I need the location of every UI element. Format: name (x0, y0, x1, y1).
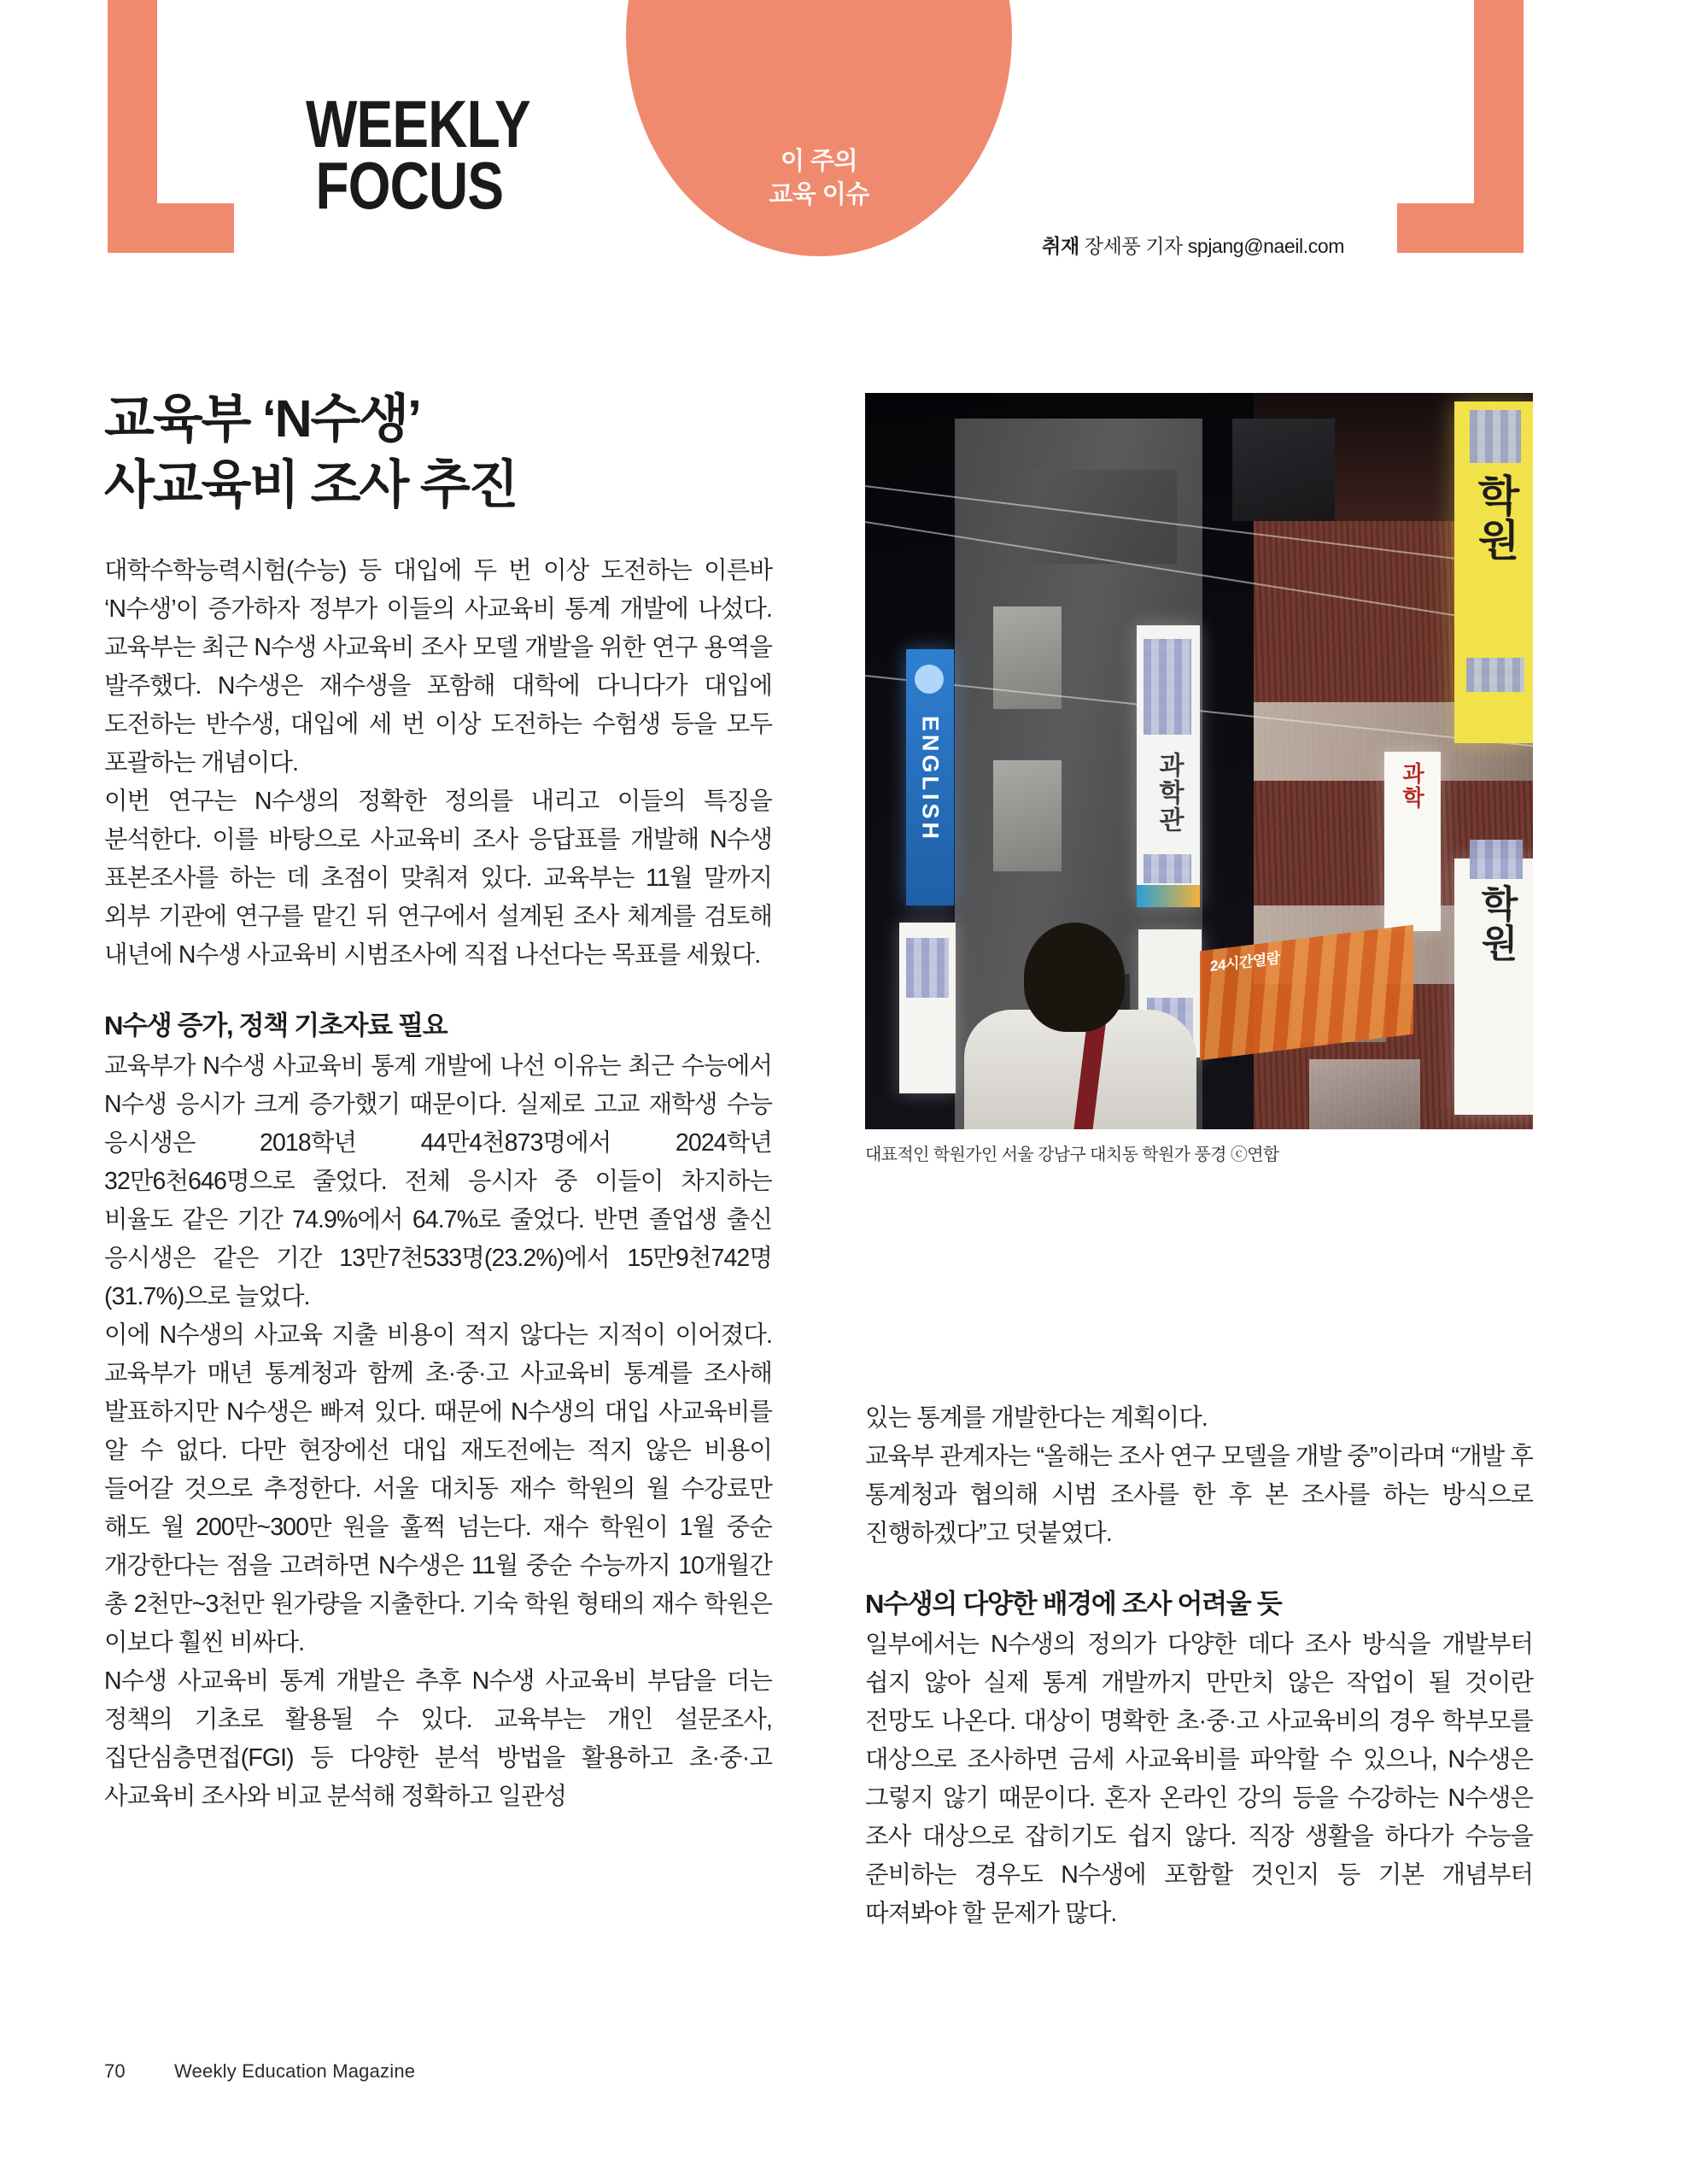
photo-sign-small-left (899, 923, 956, 1093)
subheading-two: N수생의 다양한 배경에 조사 어려울 듯 (865, 1589, 1282, 1620)
byline (0, 231, 1344, 259)
photo-sign-hakwon-bottom (1454, 858, 1533, 1115)
photo-awning-text: 24시간열람 (1210, 950, 1280, 976)
photo-sign-mosaic (1466, 658, 1524, 692)
photo-window (1309, 1059, 1420, 1129)
photo-caption: 대표적인 학원가인 서울 강남구 대치동 학원가 풍경 ⓒ연합 (865, 1146, 1279, 1164)
photo-sign-mosaic (1144, 854, 1191, 883)
photo-sign-science-text: 과학관 (1155, 752, 1183, 834)
bracket-right-horizontal (1397, 203, 1524, 253)
paragraph-1: 교육부가 N수생 사교육비 통계 개발에 나선 이유는 최근 수능에서 N수생 응시가 크게 증가했기 때문이다. 실제로 고교 재학생 수능 응시생은 2018학년 44만4천873명에서 2024학년 32만6천646명으로 줄었다. 전체 응시자 중 이들이 차지하는 비율도 같은 기간 74.9%에서 64.7%로 줄었다. 반면 졸업생 출신 응시생은 같은 기간 13만7천533명(23.2%)에서 15만9천742명(31.7%)으로 늘었다. (104, 1052, 772, 1310)
photo-sign-hakwon-top (1454, 401, 1533, 743)
paragraph-6: 일부에서는 N수생의 정의가 다양한 데다 조사 방식을 개발부터 쉽지 않아 실제 통계 개발까지 만만치 않은 작업이 될 것이란 전망도 나온다. 대상이 명확한 초·중·고 사교육비의 경우 학부모를 대상으로 조사하면 금세 사교육비를 파악할 수 있으나, N수생은 그렇지 않기 때문이다. 혼자 온라인 강의 등을 수강하는 N수생은 조사 대상으로 잡히기도 쉽지 않다. 직장 생활을 하다가 수능을 준비하는 경우도 N수생에 포함할 것인지 등 기본 개념부터 따져봐야 할 문제가 많다. (865, 1631, 1533, 1928)
paragraph-3: N수생 사교육비 통계 개발은 추후 N수생 사교육비 부담을 더는 정책의 기초로 활용될 수 있다. 교육부는 개인 설문조사, 집단심층면접(FGI) 등 다양한 분석 방법을 활용하고 초·중·고 사교육비 조사와 비교 분석해 정확하고 일관성 (104, 1667, 772, 1811)
logo-line-weekly: WEEKLY (306, 86, 530, 161)
photo-sign-mosaic (906, 938, 949, 998)
article-right-column (865, 1399, 1533, 1933)
photo-sign-science-small-text: 과학 (1399, 762, 1425, 810)
header-blob-label (626, 145, 1012, 212)
photo-sign-mosaic (1470, 840, 1523, 879)
byline-label: 취재 (1042, 235, 1079, 257)
paragraph-lead: 대학수학능력시험(수능) 등 대입에 두 번 이상 도전하는 이른바 ‘N수생’이 증가하자 정부가 이들의 사교육비 통계 개발에 나섰다. 교육부는 최근 N수생 사교육비 조사 모델 개발을 위한 연구 용역을 발주했다. N수생은 재수생을 포함해 대학에 다니다가 대입에 도전하는 반수생, 대입에 세 번 이상 도전하는 수험생 등을 모두 포괄하는 개념이다. (104, 556, 772, 776)
header-blob-shape (626, 0, 1012, 256)
subheading-one: N수생 증가, 정책 기초자료 필요 (104, 1010, 447, 1040)
photo-sign-mosaic (1144, 639, 1191, 735)
headline-line1: 교육부 ‘N수생’ (104, 390, 420, 448)
photo-sign-english-text: ENGLISH (917, 716, 944, 843)
weekly-focus-logo (306, 86, 530, 223)
photo-sign-science (1137, 625, 1200, 907)
photo-person-head (1024, 923, 1125, 1032)
article-photo (865, 393, 1533, 1129)
photo-sign-hakwon-top-text: 학원 (1471, 473, 1519, 562)
photo-sign-english-dot (915, 665, 944, 694)
blob-label-line2: 교육 이슈 (769, 181, 869, 209)
photo-sign-science-footer (1137, 885, 1200, 907)
byline-reporter: 장세풍 기자 spjang@naeil.com (1079, 235, 1344, 257)
page-masthead (0, 0, 1708, 256)
magazine-name: Weekly Education Magazine (174, 2060, 416, 2082)
headline-line2: 사교육비 조사 추진 (104, 454, 518, 513)
photo-sign-science-small (1384, 752, 1441, 931)
photo-window (1232, 419, 1335, 521)
paragraph-5: 교육부 관계자는 “올해는 조사 연구 모델을 개발 중”이라며 “개발 후 통계청과 협의해 시범 조사를 한 후 본 조사를 하는 방식으로 진행하겠다”고 덧붙였다. (865, 1443, 1533, 1548)
photo-sign-english (906, 649, 954, 905)
paragraph-4: 있는 통계를 개발한다는 계획이다. (865, 1404, 1208, 1432)
logo-line-focus: FOCUS (315, 147, 504, 223)
page-footer (104, 2060, 415, 2083)
page-title (104, 386, 772, 518)
photo-window (993, 760, 1062, 871)
page-number: 70 (104, 2060, 126, 2082)
paragraph-2: 이에 N수생의 사교육 지출 비용이 적지 않다는 지적이 이어졌다. 교육부가 매년 통계청과 함께 초·중·고 사교육비 통계를 조사해 발표하지만 N수생은 빠져 있다. 때문에 N수생의 대입 사교육비를 알 수 없다. 다만 현장에선 대입 재도전에는 적지 않은 비용이 들어갈 것으로 추정한다. 서울 대치동 재수 학원의 월 수강료만 해도 월 200만~300만 원을 훌쩍 넘는다. 재수 학원이 1월 중순 개강한다는 점을 고려하면 N수생은 11월 중순 수능까지 10개월간 총 2천만~3천만 원가량을 지출한다. 기숙 학원 형태의 재수 학원은 이보다 훨씬 비싸다. (104, 1321, 772, 1657)
photo-sign-mosaic (1470, 410, 1521, 463)
paragraph-lead2: 이번 연구는 N수생의 정확한 정의를 내리고 이들의 특징을 분석한다. 이를 바탕으로 사교육비 조사 응답표를 개발해 N수생 표본조사를 하는 데 초점이 맞춰져 있다. 교육부는 11월 말까지 외부 기관에 연구를 맡긴 뒤 연구에서 설계된 조사 체계를 검토해 내년에 N수생 사교육비 시범조사에 직접 나선다는 목표를 세웠다. (104, 787, 772, 969)
photo-building-grey-top (1032, 470, 1177, 564)
article-photo-figure (865, 393, 1533, 1165)
article-left-column (104, 386, 772, 1816)
blob-label-line1: 이 주의 (780, 148, 858, 175)
photo-sign-hakwon-bottom-text: 학원 (1475, 884, 1517, 963)
